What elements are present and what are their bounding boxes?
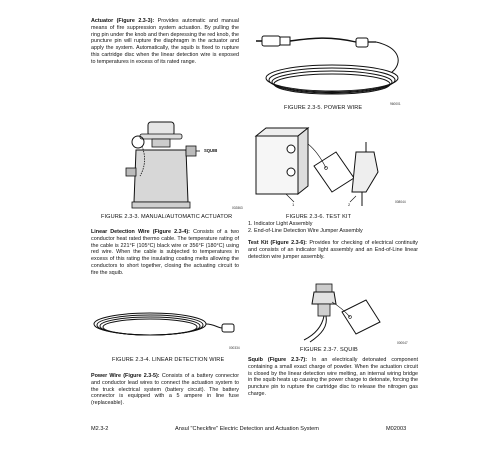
actuator-paragraph [91, 18, 239, 66]
test-kit-callout-2: 2 [348, 202, 351, 207]
linear-detection-figure [92, 302, 242, 348]
linear-detection-text: Consists of a two conductor heat rated thermo cable. The temperature rating of the cable is 221°F (105°C) black wire or 356°F (180°C) using red wire. When the cable is subjected to temperatures in excess of this rating the insulating coating melts allowing the conductors to short together, closing the actuating circuit to fire the squib. [91, 229, 240, 276]
squib-heading: Squib (Figure 2.3-7): [248, 357, 307, 363]
linear-detection-paragraph [91, 229, 239, 277]
linear-detection-heading: Linear Detection Wire (Figure 2.3-4): [91, 229, 190, 235]
test-kit-list-item-2: 2. End-of-Line Detection Wire Jumper Assembly [248, 227, 363, 234]
actuator-caption: FIGURE 2.3-3. MANUAL/AUTOMATIC ACTUATOR [101, 214, 233, 220]
squib-text: In an electrically detonated component containing a small exact charge of powder. When the actuation circuit is closed by the linear detection wire melting, an internal wiring bridge in the squib heats up causing the power charge to detonate, forcing the puncture pin to rupture the cartridge disc to release the nitrogen gas charge. [248, 357, 418, 397]
test-kit-code: 008044 [395, 200, 406, 204]
test-kit-caption: FIGURE 2.3-6. TEST KIT [286, 214, 352, 220]
power-wire-paragraph [91, 373, 239, 407]
power-wire-caption: FIGURE 2.3-5. POWER WIRE [284, 105, 363, 111]
squib-figure [292, 282, 392, 344]
footer-title: Ansul "Checkfire" Electric Detection and Actuation System [175, 426, 319, 432]
test-kit-list [248, 221, 418, 235]
footer-page-number: M2.3-2 [91, 426, 109, 432]
actuator-code: 002863 [232, 206, 243, 210]
power-wire-figure [252, 28, 412, 108]
actuator-figure [118, 122, 228, 212]
squib-code: 000047 [397, 341, 408, 345]
test-kit-paragraph [248, 240, 418, 260]
test-kit-figure [256, 122, 396, 210]
linear-detection-caption: FIGURE 2.3-4. LINEAR DETECTION WIRE [112, 357, 225, 363]
footer-doc-code: M02003 [386, 426, 407, 432]
test-kit-text: Provides for checking of electrical continuity and consists of an indicator light assembly and an End-of-Line linear detection wire jumper assembly. [248, 240, 418, 260]
test-kit-heading: Test Kit (Figure 2.3-6): [248, 240, 307, 246]
squib-callout: SQUIB [204, 148, 218, 153]
actuator-heading: Actuator (Figure 2.3-3): [91, 18, 155, 24]
test-kit-list-item-1: 1. Indicator Light Assembly [248, 221, 313, 227]
actuator-text: Provides automatic and manual means of fire suppression system actuation. By pulling the ring pin under the knob and then depressing the red knob, the puncture pin will rupture the diaphragm in the actuator and apply the system. Automatically, the squib is fixed to rupture this cartridge disc when the linear detection wire is exposed to temperatures in excess of its rated range. [91, 18, 240, 65]
squib-caption: FIGURE 2.3-7. SQUIB [300, 347, 358, 353]
test-kit-callout-1: 1 [292, 202, 295, 207]
power-wire-code: 960001 [390, 102, 401, 106]
power-wire-heading: Power Wire (Figure 2.3-5): [91, 373, 160, 379]
linear-detection-code: 000334 [229, 346, 240, 350]
squib-paragraph [248, 357, 418, 398]
power-wire-text: Consists of a battery connector and conductor lead wires to connect the actuation system to the truck electrical system (battery circuit). The battery connector is equipped with a 5 ampere in line fuse (replaceable). [91, 373, 240, 407]
